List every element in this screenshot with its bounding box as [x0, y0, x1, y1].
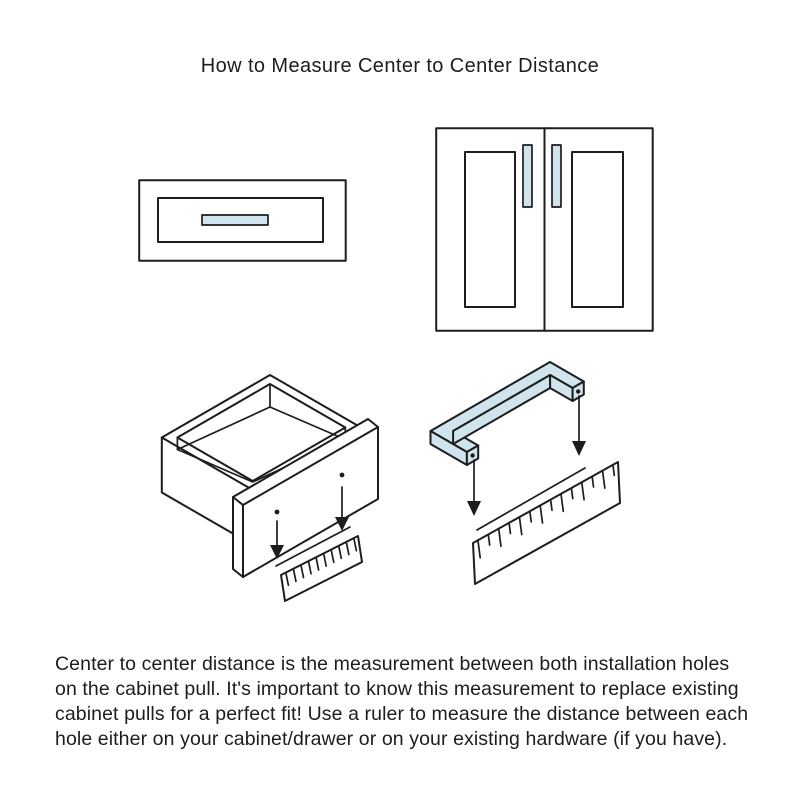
left-vertical-pull-icon	[523, 145, 532, 207]
right-vertical-pull-icon	[552, 145, 561, 207]
drawer-front-illustration	[138, 179, 347, 262]
pull-hole-dot	[576, 389, 580, 393]
measure-arrow-icon	[467, 460, 481, 516]
page-title: How to Measure Center to Center Distance	[200, 55, 600, 77]
horizontal-pull-icon	[202, 215, 268, 225]
left-door-panel	[465, 152, 515, 307]
cabinet-doors-illustration	[435, 127, 654, 332]
ruler-icon	[473, 462, 620, 584]
description-text: Center to center distance is the measurement between both installation holes on the cabinet pull. It's important to know this measurement to replace existing cabinet pulls for a perfect fit! Use a ruler to measure the distance between each hole either on your cabinet/drawer or on your existing hardware (if you have).	[55, 652, 749, 750]
pull-hole-dot	[470, 453, 474, 457]
right-door-panel	[572, 152, 623, 307]
pull-ruler-illustration	[425, 355, 650, 600]
cabinet-pull-handle	[431, 362, 584, 465]
measure-arrow-icon	[572, 396, 586, 456]
iso-drawer-illustration	[150, 365, 400, 610]
installation-hole-dot	[340, 473, 345, 478]
installation-hole-dot	[275, 510, 280, 515]
